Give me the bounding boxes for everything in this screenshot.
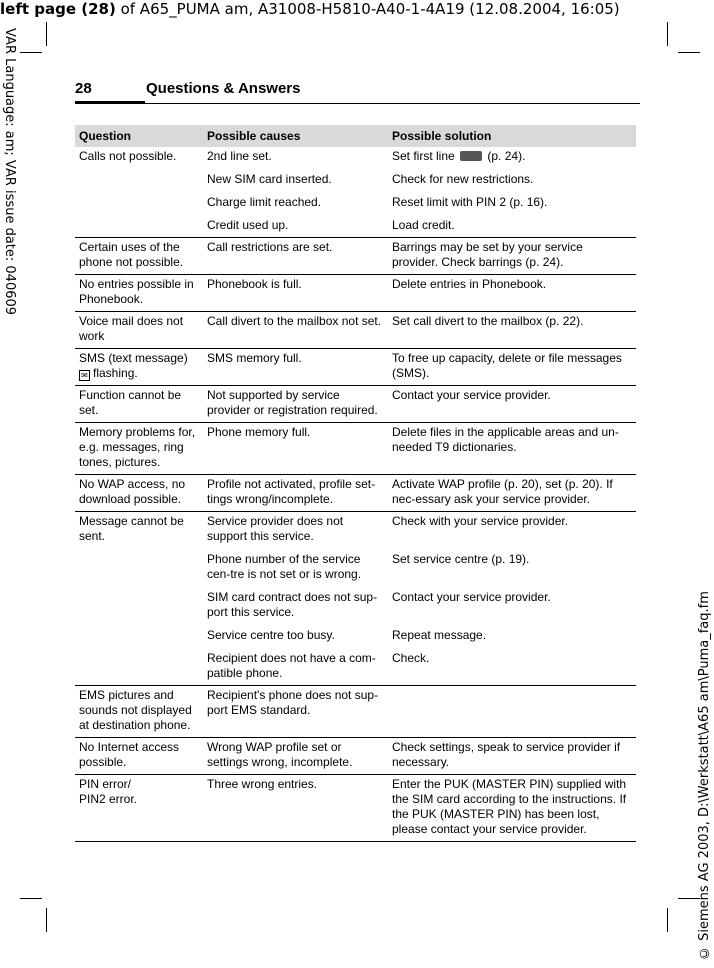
table-row — [75, 216, 636, 238]
table-row — [75, 386, 636, 423]
header-solution: Possible solution — [388, 125, 636, 147]
table-row — [75, 550, 636, 588]
question-text: PIN error/ — [79, 777, 132, 791]
solution-cell — [388, 147, 636, 170]
question-text: flashing. — [93, 366, 138, 380]
solution-cell: Check with your service provider. — [392, 514, 569, 528]
cause-cell: New SIM card inserted. — [207, 172, 332, 186]
crop-mark — [667, 22, 668, 46]
solution-cell: Load credit. — [388, 216, 636, 238]
cause-cell: Three wrong entries. — [203, 775, 388, 842]
header-question: Question — [75, 125, 203, 147]
solution-text: (p. 24). — [484, 149, 526, 163]
question-cell: Calls not possible. — [79, 149, 177, 163]
cause-cell: Phonebook is full. — [203, 275, 388, 312]
cause-cell: Recipient's phone does not sup-port EMS standard. — [203, 686, 388, 738]
solution-cell — [388, 686, 636, 738]
table-row — [75, 649, 636, 686]
solution-cell: Check. — [388, 649, 636, 686]
question-cell — [75, 626, 203, 649]
question-cell — [75, 216, 203, 238]
table-row — [75, 588, 636, 626]
question-cell: Function cannot be set. — [75, 386, 203, 423]
page-number: 28 — [75, 80, 92, 97]
cause-cell: Charge limit reached. — [207, 195, 322, 209]
print-header-page: left page (28) — [0, 0, 116, 18]
question-cell — [75, 550, 203, 588]
cause-cell: Profile not activated, profile set-tings wrong/incomplete. — [203, 475, 388, 512]
question-cell — [75, 649, 203, 686]
table-row — [75, 626, 636, 649]
qa-table — [75, 125, 636, 842]
cause-cell: 2nd line set. — [207, 149, 272, 163]
solution-cell: Reset limit with PIN 2 (p. 16). — [392, 195, 548, 209]
cause-cell: SIM card contract does not sup-port this service. — [207, 590, 378, 619]
question-text: PIN2 error. — [79, 792, 138, 806]
table-row — [75, 512, 636, 551]
question-cell: Memory problems for, e.g. messages, ring tones, pictures. — [75, 423, 203, 475]
print-header-info: of A65_PUMA am, A31008-H5810-A40-1-4A19 (12.08.2004, 16:05) — [115, 0, 620, 18]
table-row — [75, 423, 636, 475]
crop-mark — [20, 898, 42, 899]
question-cell — [75, 170, 203, 193]
table-row — [75, 147, 636, 170]
cause-cell: Phone memory full. — [203, 423, 388, 475]
table-row — [75, 475, 636, 512]
line-indicator-icon — [460, 151, 482, 161]
question-text: SMS (text message) — [79, 351, 188, 365]
header-causes: Possible causes — [203, 125, 388, 147]
question-cell — [75, 588, 203, 626]
solution-cell: To free up capacity, delete or file messages (SMS). — [388, 349, 636, 386]
question-cell: No entries possible in Phonebook. — [75, 275, 203, 312]
crop-mark — [46, 908, 47, 932]
cause-cell: SMS memory full. — [203, 349, 388, 386]
crop-mark — [678, 52, 700, 53]
solution-cell: Check for new restrictions. — [392, 172, 534, 186]
question-cell: No WAP access, no download possible. — [75, 475, 203, 512]
table-header-row — [75, 125, 636, 147]
title-rule — [75, 103, 640, 104]
table-row — [75, 349, 636, 386]
cause-cell: Wrong WAP profile set or settings wrong, incomplete. — [203, 738, 388, 775]
solution-cell: Contact your service provider. — [388, 386, 636, 423]
cause-cell: Recipient does not have a com-patible phone. — [203, 649, 388, 686]
cause-cell: Service centre too busy. — [207, 628, 335, 642]
table-row — [75, 738, 636, 775]
table-row — [75, 775, 636, 842]
table-row — [75, 686, 636, 738]
solution-cell: Set service centre (p. 19). — [392, 552, 530, 566]
solution-cell: Delete files in the applicable areas and un-needed T9 dictionaries. — [388, 423, 636, 475]
table-row — [75, 238, 636, 275]
envelope-icon: ✉ — [79, 370, 90, 381]
solution-cell: Set call divert to the mailbox (p. 22). — [388, 312, 636, 349]
question-cell — [75, 775, 203, 842]
table-row — [75, 170, 636, 193]
table-row — [75, 275, 636, 312]
side-note-copyright: © Siemens AG 2003, D:\Werkstatt\A65 am\Puma_faq.fm — [697, 591, 712, 960]
solution-cell: Barrings may be set by your service provider. Check barrings (p. 24). — [388, 238, 636, 275]
solution-text: Set first line — [392, 149, 455, 163]
solution-cell: Delete entries in Phonebook. — [388, 275, 636, 312]
crop-mark — [46, 22, 47, 46]
cause-cell: Call restrictions are set. — [203, 238, 388, 275]
crop-mark — [667, 908, 668, 932]
cause-cell: Service provider does not support this service. — [207, 514, 344, 543]
table-row — [75, 193, 636, 216]
cause-cell: Phone number of the service cen-tre is not set or is wrong. — [207, 552, 362, 581]
question-cell: Voice mail does not work — [75, 312, 203, 349]
cause-cell: Credit used up. — [203, 216, 388, 238]
side-note-language: VAR Language: am; VAR issue date: 040609 — [2, 28, 17, 316]
solution-cell: Enter the PUK (MASTER PIN) supplied with the SIM card according to the instructions. If the PUK (MASTER PIN) has been lost, please contact your service provider. — [388, 775, 636, 842]
cause-cell: Not supported by service provider or registration required. — [203, 386, 388, 423]
question-cell: EMS pictures and sounds not displayed at destination phone. — [75, 686, 203, 738]
solution-cell: Contact your service provider. — [392, 590, 551, 604]
question-cell: Message cannot be sent. — [79, 514, 184, 543]
table-row — [75, 312, 636, 349]
solution-cell: Activate WAP profile (p. 20), set (p. 20). If nec-essary ask your service provider. — [388, 475, 636, 512]
question-cell: No Internet access possible. — [75, 738, 203, 775]
cause-cell: Call divert to the mailbox not set. — [203, 312, 388, 349]
question-cell: Certain uses of the phone not possible. — [75, 238, 203, 275]
solution-cell: Repeat message. — [392, 628, 487, 642]
solution-cell: Check settings, speak to service provider if necessary. — [388, 738, 636, 775]
question-cell — [75, 349, 203, 386]
page-title: Questions & Answers — [146, 80, 301, 97]
print-header — [0, 0, 714, 20]
question-cell — [75, 193, 203, 216]
crop-mark — [20, 52, 42, 53]
